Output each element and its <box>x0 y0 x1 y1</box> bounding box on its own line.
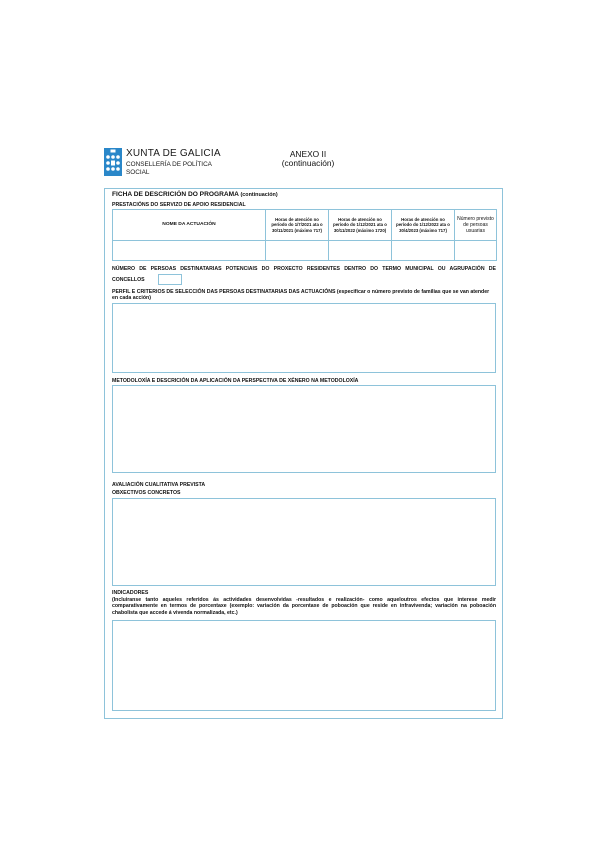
annex-heading <box>258 150 358 169</box>
methodology-textarea[interactable] <box>112 385 496 473</box>
department-name <box>126 161 212 176</box>
column-header: Horas de atención no período do 1/7/2021 ata o 30/11/2021 (máximo 717) <box>266 210 329 241</box>
profile-label: PERFIL E CRITERIOS DE SELECCIÓN DAS PERSOAS DESTINATARIAS DAS ACTUACIÓNS (especificar o número previsto de familias que se van atender en cada acción) <box>112 289 490 302</box>
column-header: Número previsto de persoas usuarias <box>455 210 497 241</box>
hours-2021-cell[interactable] <box>266 241 329 261</box>
indicators-note: (Incluiranse tanto aqueles referidos ás actividades desenvolvidas -resultados e realización- como aqueloutros efectos que interese medir comparativamente en termos de porcentaxe (exemplo: variación da porcentaxe de poboación que reside en infravivenda; variación na poboación chabolista que accede á vivenda normalizada, etc.) <box>112 597 496 616</box>
department-line-1: CONSELLERÍA DE POLÍTICA <box>126 161 212 168</box>
brand-name: XUNTA DE GALICIA <box>126 148 221 159</box>
objectives-textarea[interactable] <box>112 498 496 586</box>
profile-textarea[interactable] <box>112 303 496 373</box>
evaluation-heading: AVALIACIÓN CUALITATIVA PREVISTA <box>112 482 206 488</box>
users-count-cell[interactable] <box>455 241 497 261</box>
annex-subtitle: (continuación) <box>281 158 335 169</box>
annex-title: ANEXO II <box>289 149 327 159</box>
hours-2022-cell[interactable] <box>329 241 392 261</box>
column-header: NOME DA ACTUACIÓN <box>113 210 266 241</box>
department-line-2: SOCIAL <box>126 168 150 176</box>
column-header: Horas de atención no período do 1/12/2022 ata o 30/4/2023 (máximo 717) <box>392 210 455 241</box>
form-title <box>112 191 492 200</box>
form-title-text: FICHA DE DESCRICIÓN DO PROGRAMA <box>112 191 239 198</box>
indicators-textarea[interactable] <box>112 620 496 711</box>
action-name-cell[interactable] <box>113 241 266 261</box>
hours-2023-cell[interactable] <box>392 241 455 261</box>
services-heading: PRESTACIÓNS DO SERVIZO DE APOIO RESIDENCIAL <box>112 202 246 208</box>
beneficiaries-input[interactable] <box>158 274 182 285</box>
xunta-logo <box>104 148 224 180</box>
beneficiaries-label-end: CONCELLOS <box>112 277 145 283</box>
table-row <box>113 241 497 261</box>
indicators-label: INDICADORES <box>112 590 149 596</box>
xunta-emblem-icon <box>104 148 122 176</box>
beneficiaries-label: NÚMERO DE PERSOAS DESTINATARIAS POTENCIAIS DO PROXECTO RESIDENTES DENTRO DO TERMO MUNICIPAL OU AGRUPACIÓN DE <box>112 266 496 272</box>
table-header-row <box>113 210 497 241</box>
column-header: Horas de atención no período do 1/12/2021 ata o 30/11/2022 (máximo 1720) <box>329 210 392 241</box>
form-title-suffix: (continuación) <box>240 192 278 198</box>
services-table <box>112 209 497 261</box>
methodology-label: METODOLOXÍA E DESCRICIÓN DA APLICACIÓN DA PERSPECTIVA DE XÉNERO NA METODOLOXÍA <box>112 378 359 384</box>
objectives-label: OBXECTIVOS CONCRETOS <box>112 490 181 496</box>
